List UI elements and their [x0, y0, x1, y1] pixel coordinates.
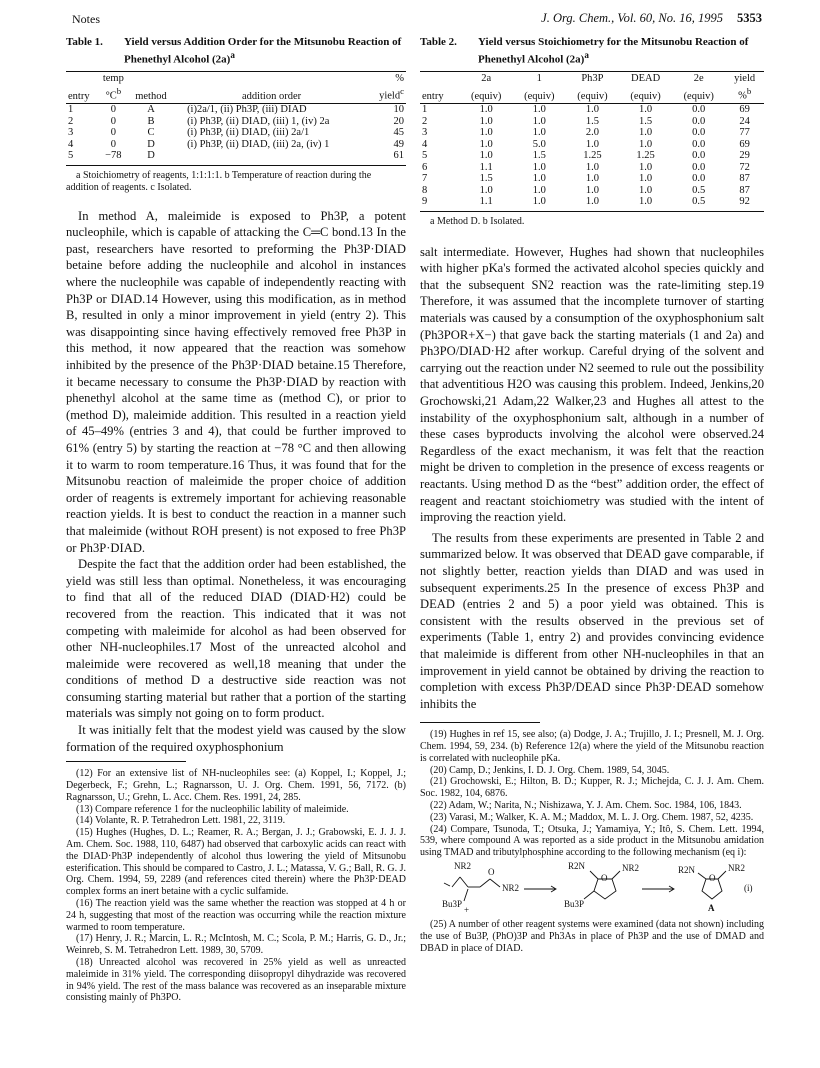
- table2-head-dead: DEAD: [619, 71, 672, 85]
- table2-cell: 1.0: [639, 104, 653, 116]
- table2-cell: 1.0: [585, 173, 599, 185]
- table2-cell: 1.0: [639, 161, 653, 173]
- table2-cell: 1.0: [585, 104, 599, 116]
- table1-cell-method: D: [129, 150, 173, 165]
- table2-row: [420, 127, 764, 139]
- table2-cell: 1.25: [636, 150, 655, 162]
- scheme-label: NR2: [728, 863, 746, 874]
- table2-cell: 2: [422, 115, 428, 127]
- reaction-scheme: [420, 859, 764, 919]
- table1-cell-yield: 20: [393, 115, 404, 127]
- table2-cell: 1.0: [639, 173, 653, 185]
- table2-cell: 1.5: [479, 173, 493, 185]
- table1-cell-temp: 0: [110, 104, 116, 116]
- scheme-label: NR2: [622, 863, 640, 874]
- table2-cell: 87: [739, 184, 750, 196]
- running-head-right: [541, 11, 762, 26]
- table2-cell: 87: [739, 173, 750, 185]
- table1-row: [66, 104, 406, 116]
- table1-cell-order: (i) Ph3P, (ii) DIAD, (iii) 1, (iv) 2a: [187, 115, 330, 127]
- table2-head-yield: yield: [725, 71, 764, 85]
- table1-title: Yield versus Addition Order for the Mitsunobu Reaction of Phenethyl Alcohol (2a): [124, 36, 402, 66]
- table2-cell: 0.0: [692, 115, 706, 127]
- reference: (19) Hughes in ref 15, see also; (a) Dodge, J. A.; Trujillo, J. I.; Presnell, M. J. Org. Chem. 1994, 59, 234. (b) Reference 12(a) where the yield of the Mitsunobu reaction is correlated with nucleophile pKa.: [420, 729, 764, 764]
- scheme-label: R2N: [678, 865, 696, 876]
- scheme-label: R2N: [568, 861, 586, 872]
- scheme-label: O: [709, 873, 716, 884]
- table2-cell: 0.0: [692, 138, 706, 150]
- table1-cell-method: B: [147, 115, 155, 127]
- table2-head-unit: (equiv): [566, 85, 619, 104]
- left-references: [66, 768, 406, 1004]
- table2-head-2e: 2e: [672, 71, 725, 85]
- table1-footnote: a Stoichiometry of reagents, 1:1:1:1. b Temperature of reaction during the addition of reagents. c Isolated.: [66, 169, 372, 193]
- footnote-separator: [420, 722, 540, 723]
- table2-cell: 1.5: [532, 150, 546, 162]
- table2-head-unit: (equiv): [672, 85, 725, 104]
- table2-head-1: 1: [513, 71, 566, 85]
- table2-row: [420, 162, 764, 174]
- table2-caption: [420, 36, 764, 67]
- table1-cell-entry: 4: [68, 138, 74, 150]
- table2-cell: 1.1: [479, 161, 493, 173]
- table1-cell-entry: 2: [68, 115, 74, 127]
- table2-cell: 29: [739, 150, 750, 162]
- table2-cell: 77: [739, 127, 750, 139]
- table1-cell-temp: 0: [110, 138, 116, 150]
- reference: (23) Varasi, M.; Walker, K. A. M.; Maddox, M. L. J. Org. Chem. 1987, 52, 4235.: [430, 811, 754, 823]
- scheme-label: O: [488, 867, 495, 878]
- table2-cell: 1.0: [532, 104, 546, 116]
- reference: (15) Hughes (Hughes, D. L.; Reamer, R. A.; Bergan, J. J.; Grabowski, E. J. J. J. Am. Chem. Soc. 1988, 110, 6487) had observed that carboxylic acids can react with the DIAD·Ph3P independently of alcohol thus lowering the yield of Mitsunobu esterification. This should be compared to Castro, J. L.; Matassa, V. G.; Ball, R. G. J. Org. Chem. 1994, 59, 2289 (and references cited therein) where the Ph3P·DEAD complex forms an inert betaine with a cyclic sulfamide.: [66, 827, 406, 898]
- table2-cell: 0.0: [692, 173, 706, 185]
- table2-cell: 4: [422, 138, 428, 150]
- table2-cell: 1.0: [532, 173, 546, 185]
- reference: (25) A number of other reagent systems were examined (data not shown) including the use of Bu3P, (PhO)3P and Ph3As in place of Ph3P and the use of DMAD and DBAD in place of DIAD.: [420, 919, 764, 954]
- reference: (12) For an extensive list of NH-nucleophiles see: (a) Koppel, I.; Koppel, J.; Degerbeck, F.; Grehn, L.; Ragnarsson, U. J. Org. Chem. 1991, 56, 7172. (b) Ragnarsson, U.; Grehn, L. Acc. Chem. Res. 1991, 24, 285.: [66, 768, 406, 803]
- table2-cell: 24: [739, 115, 750, 127]
- table1-title-sup: a: [230, 50, 235, 60]
- table2-row: [420, 196, 764, 211]
- table2-row: [420, 185, 764, 197]
- table2-row: [420, 116, 764, 128]
- table2-cell: 1.0: [585, 184, 599, 196]
- table1-cell-yield: 45: [393, 127, 404, 139]
- table1-head-order: addition order: [173, 85, 370, 104]
- table2-cell: 1.1: [460, 196, 513, 211]
- table2-cell: 1.5: [585, 115, 599, 127]
- scheme-label: NR2: [454, 861, 472, 872]
- table1: [66, 71, 406, 166]
- table2-cell: 5: [422, 150, 428, 162]
- table1-cell-method: C: [147, 127, 155, 139]
- table2-cell: 0.5: [672, 196, 725, 211]
- table1-head-temp-unit: $^\circ C^b$: [98, 85, 129, 104]
- table1-row: [66, 139, 406, 151]
- table2-cell: 1.0: [479, 138, 493, 150]
- page-number: 5353: [737, 11, 762, 25]
- table2-head-pct: %$^b$: [725, 85, 764, 104]
- left-column: [66, 36, 406, 1004]
- table1-cell-temp: −78: [98, 150, 129, 165]
- table2-head-ph3p: Ph3P: [566, 71, 619, 85]
- table2-cell: 3: [422, 127, 428, 139]
- scheme-equation-number: (i): [744, 883, 753, 894]
- table2-cell: 0.0: [692, 150, 706, 162]
- left-paragraph: It was initially felt that the modest yield was caused by the slow formation of the required oxyphosphonium: [66, 723, 406, 754]
- table1-cell-yield: 10: [393, 104, 404, 116]
- table2-head-entry: entry: [420, 85, 460, 104]
- table2-cell: 1.0: [479, 104, 493, 116]
- table1-head-temp: temp: [98, 71, 129, 85]
- table1-cell-order: [173, 150, 370, 165]
- table2-row: [420, 139, 764, 151]
- table2-cell: 1.0: [532, 161, 546, 173]
- table2-head-unit: (equiv): [619, 85, 672, 104]
- table2-cell: 0.0: [692, 127, 706, 139]
- table2-cell: 1.0: [479, 115, 493, 127]
- table1-cell-temp: 0: [110, 115, 116, 127]
- right-paragraph: The results from these experiments are presented in Table 2 and summarized below. It was observed that DEAD gave comparable, if not slightly better, reaction yields than DIAD and was used in subsequent experiments.25 In the presence of excess Ph3P and DEAD (entries 2 and 5) a poor yield was obtained. This is consistent with the results observed in the previous set of experiments (Table 1, entry 2) and provides convincing evidence that maleimide is different from other NH-nucleophiles in that an improvement in yield cannot be obtained by driving the reaction to completion with excess Ph3P/DEAD since Ph3P·DEAD somehow inhibits the: [420, 530, 764, 711]
- table1-cell-yield: 61: [370, 150, 406, 165]
- table2-cell: 1.0: [639, 127, 653, 139]
- table1-head-entry: entry: [66, 85, 98, 104]
- table1-cell-temp: 0: [110, 127, 116, 139]
- scheme-label: O: [601, 873, 608, 884]
- footnote-separator: [66, 761, 186, 762]
- table1-cell-yield: 49: [393, 138, 404, 150]
- reference: (20) Camp, D.; Jenkins, I. D. J. Org. Chem. 1989, 54, 3045.: [430, 764, 670, 776]
- table1-row: [66, 127, 406, 139]
- journal-citation: J. Org. Chem., Vol. 60, No. 16, 1995: [541, 11, 723, 25]
- table2-cell: 1.0: [532, 127, 546, 139]
- table1-head-yield: yield$^c$: [370, 85, 406, 104]
- table2-cell: 0.5: [692, 184, 706, 196]
- table2-cell: 1.0: [513, 196, 566, 211]
- table2-cell: 9: [420, 196, 460, 211]
- table2-row: [420, 104, 764, 116]
- table1-cell-method: D: [147, 138, 155, 150]
- table2-footnote: a Method D. b Isolated.: [430, 215, 525, 227]
- table2-cell: 69: [739, 138, 750, 150]
- reference: (24) Compare, Tsunoda, T.; Otsuka, J.; Yamamiya, Y.; Itô, S. Chem. Lett. 1994, 539, where compound A was reported as a side product in the Mitsunobu amidation using TMAD and tributylphosphine according to the following mechanism (eq i):: [420, 823, 764, 859]
- table2-title-sup: a: [584, 50, 589, 60]
- table2-cell: 7: [422, 173, 428, 185]
- table2-head-2a: 2a: [460, 71, 513, 85]
- table1-cell-entry: 5: [66, 150, 98, 165]
- right-column: [420, 36, 764, 954]
- table2-cell: 69: [739, 104, 750, 116]
- table1-head-method: method: [129, 85, 173, 104]
- table2-cell: 1.0: [532, 184, 546, 196]
- table1-cell-entry: 3: [68, 127, 74, 139]
- reference: (14) Volante, R. P. Tetrahedron Lett. 1981, 22, 3119.: [76, 815, 286, 827]
- table2-cell: 1.0: [619, 196, 672, 211]
- table2-cell: 72: [739, 161, 750, 173]
- table1-cell-entry: 1: [68, 104, 74, 116]
- reference: (16) The reaction yield was the same whether the reaction was stopped at 4 h or 24 h, suggesting that most of the reaction was occurring while the reaction mixture warmed to room temperature.: [66, 898, 406, 933]
- scheme-label: Bu3P: [442, 899, 463, 910]
- table2-row: [420, 150, 764, 162]
- scheme-compound-label: A: [708, 903, 715, 914]
- reference: (13) Compare reference 1 for the nucleophilic lability of maleimide.: [76, 803, 349, 815]
- reference: (18) Unreacted alcohol was recovered in 25% yield as well as unreacted maleimide in 31% yield. The corresponding diisopropyl dihydrazide was recovered in 94% yield. The rest of the mass balance was recovered as an inseparable mixture consisting mainly of Ph3PO.: [66, 957, 406, 1004]
- table2-cell: 1.0: [639, 184, 653, 196]
- table2-cell: 92: [725, 196, 764, 211]
- table2-cell: 1: [422, 104, 428, 116]
- table1-row: [66, 150, 406, 165]
- table1-cell-order: (i) Ph3P, (ii) DIAD, (iii) 2a, (iv) 1: [187, 138, 330, 150]
- scheme-label: +: [464, 905, 470, 916]
- table2-cell: 1.0: [639, 138, 653, 150]
- table2-cell: 6: [422, 161, 428, 173]
- table2-title: Yield versus Stoichiometry for the Mitsunobu Reaction of Phenethyl Alcohol (2a): [478, 36, 749, 66]
- table1-row: [66, 116, 406, 128]
- right-body-text: [420, 244, 764, 713]
- table2-cell: 1.5: [639, 115, 653, 127]
- table2-cell: 5.0: [532, 138, 546, 150]
- scheme-label: NR2: [502, 883, 520, 894]
- reference: (21) Grochowski, E.; Hilton, B. D.; Kupper, R. J.; Michejda, C. J. J. Am. Chem. Soc. 1982, 104, 6876.: [420, 776, 764, 800]
- left-paragraph: Despite the fact that the addition order had been established, the yield was still less than optimal. Nonetheless, it was encouraging to find that all of the reduced DIAD (DIAD·H2) could be recovered from the reaction. This indicated that it was not competing with maleimide for alcohol as had been observed for other NH-nucleophiles.17 Most of the unreacted alcohol and maleimide were recovered as well,18 meaning that under the conditions of method D a destructive side reaction was not consuming starting material but rather that a portion of the starting materials was simply not going on to form product.: [66, 557, 406, 721]
- reference: (22) Adam, W.; Narita, N.; Nishizawa, Y. J. Am. Chem. Soc. 1984, 106, 1843.: [430, 800, 742, 812]
- table2-cell: 8: [422, 184, 428, 196]
- table2-cell: 0.0: [692, 161, 706, 173]
- table2-cell: 1.0: [585, 138, 599, 150]
- reference: (17) Henry, J. R.; Marcin, L. R.; McIntosh, M. C.; Scola, P. M.; Harris, G. D., Jr.; Weinreb, S. M. Tetrahedron Lett. 1989, 30, 5709.: [66, 933, 406, 957]
- table2: [420, 71, 764, 212]
- right-paragraph: salt intermediate. However, Hughes had shown that nucleophiles with higher pKa's formed the activated alcohol species quickly and that the subsequent SN2 reaction was the rate-limiting step.19 Therefore, it was assumed that the incomplete turnover of starting materials was caused by a consumption of the oxyphosphonium salt (Ph3POR+X−) that gave back the starting materials (1 and 2a) and Ph3PO/DIAD·H2 after workup. Careful drying of the solvent and carrying out the reaction under N2 seemed to rule out the possibility that adventitious H2O was causing this problem. Indeed, Jenkins,20 Grochowski,21 Adam,22 Walker,23 and Hughes all attest to the instability of the oxyphosphonium salt, although in a number of these cases byproducts involving the alcohol were observed.24 Regardless of the exact mechanism, it was felt that the reaction might be driven to completion in the presence of excess reagents or reactants. Using method D as the “best” addition order, the effect of reagent and reactant stoichiometry was studied with the intent of improving the reaction yield.: [420, 244, 764, 525]
- table2-row: [420, 173, 764, 185]
- table2-head-unit: (equiv): [460, 85, 513, 104]
- table2-cell: 1.0: [479, 184, 493, 196]
- table1-cell-method: A: [147, 104, 155, 116]
- running-head-left: Notes: [72, 12, 100, 26]
- table1-cell-order: (i)2a/1, (ii) Ph3P, (iii) DIAD: [187, 104, 307, 116]
- table1-head-yield-pct: %: [370, 71, 406, 85]
- table2-cell: 1.0: [566, 196, 619, 211]
- table1-number: Table 1.: [66, 36, 103, 48]
- left-paragraph: In method A, maleimide is exposed to Ph3P, a potent nucleophile, which is capable of attacking the C═C bond.13 In the past, researchers have resorted to preforming the Ph3P·DIAD betaine before adding the nucleophile and alcohol in instances where the nucleophile was capable of independently reacting with Ph3P or DIAD.14 However, using this modification, as in method B, resulted in only a minor improvement in yield (entry 2). This was disappointing since having effectively removed free Ph3P in this method, it now appeared that the reaction was somehow inhibited by the presence of the Ph3P·DIAD betaine.15 Therefore, it became necessary to consume the Ph3P·DIAD by reaction with phenethyl alcohol at the same time as (method C), or prior to (method D), maleimide addition. This resulted in a reaction yield of 45–49% (entries 3 and 4), that could be further improved to 61% (entry 5) by starting the reaction at −78 °C and then allowing it to warm to room temperature.16 Thus, it was found that for the Mitsunobu reaction of maleimide the proper choice of addition order of reagents is extremely important for achieving reasonable reaction yields. It is best to conduct the reaction in a manner such that maleimide (without ROH present) is not exposed to free Ph3P or Ph3P·DIAD.: [66, 208, 406, 555]
- table2-cell: 1.0: [479, 127, 493, 139]
- left-body-text: [66, 208, 406, 756]
- table2-cell: 1.0: [585, 161, 599, 173]
- scheme-label: Bu3P: [564, 899, 585, 910]
- table2-cell: 0.0: [692, 104, 706, 116]
- table2-number: Table 2.: [420, 36, 457, 48]
- table1-cell-order: (i) Ph3P, (ii) DIAD, (iii) 2a/1: [187, 127, 310, 139]
- table2-head-unit: (equiv): [513, 85, 566, 104]
- right-references-end: [420, 919, 764, 954]
- table2-cell: 1.25: [583, 150, 602, 162]
- table2-cell: 1.0: [479, 150, 493, 162]
- table2-cell: 1.0: [532, 115, 546, 127]
- table1-caption: [66, 36, 406, 67]
- right-references: [420, 729, 764, 859]
- table2-cell: 2.0: [585, 127, 599, 139]
